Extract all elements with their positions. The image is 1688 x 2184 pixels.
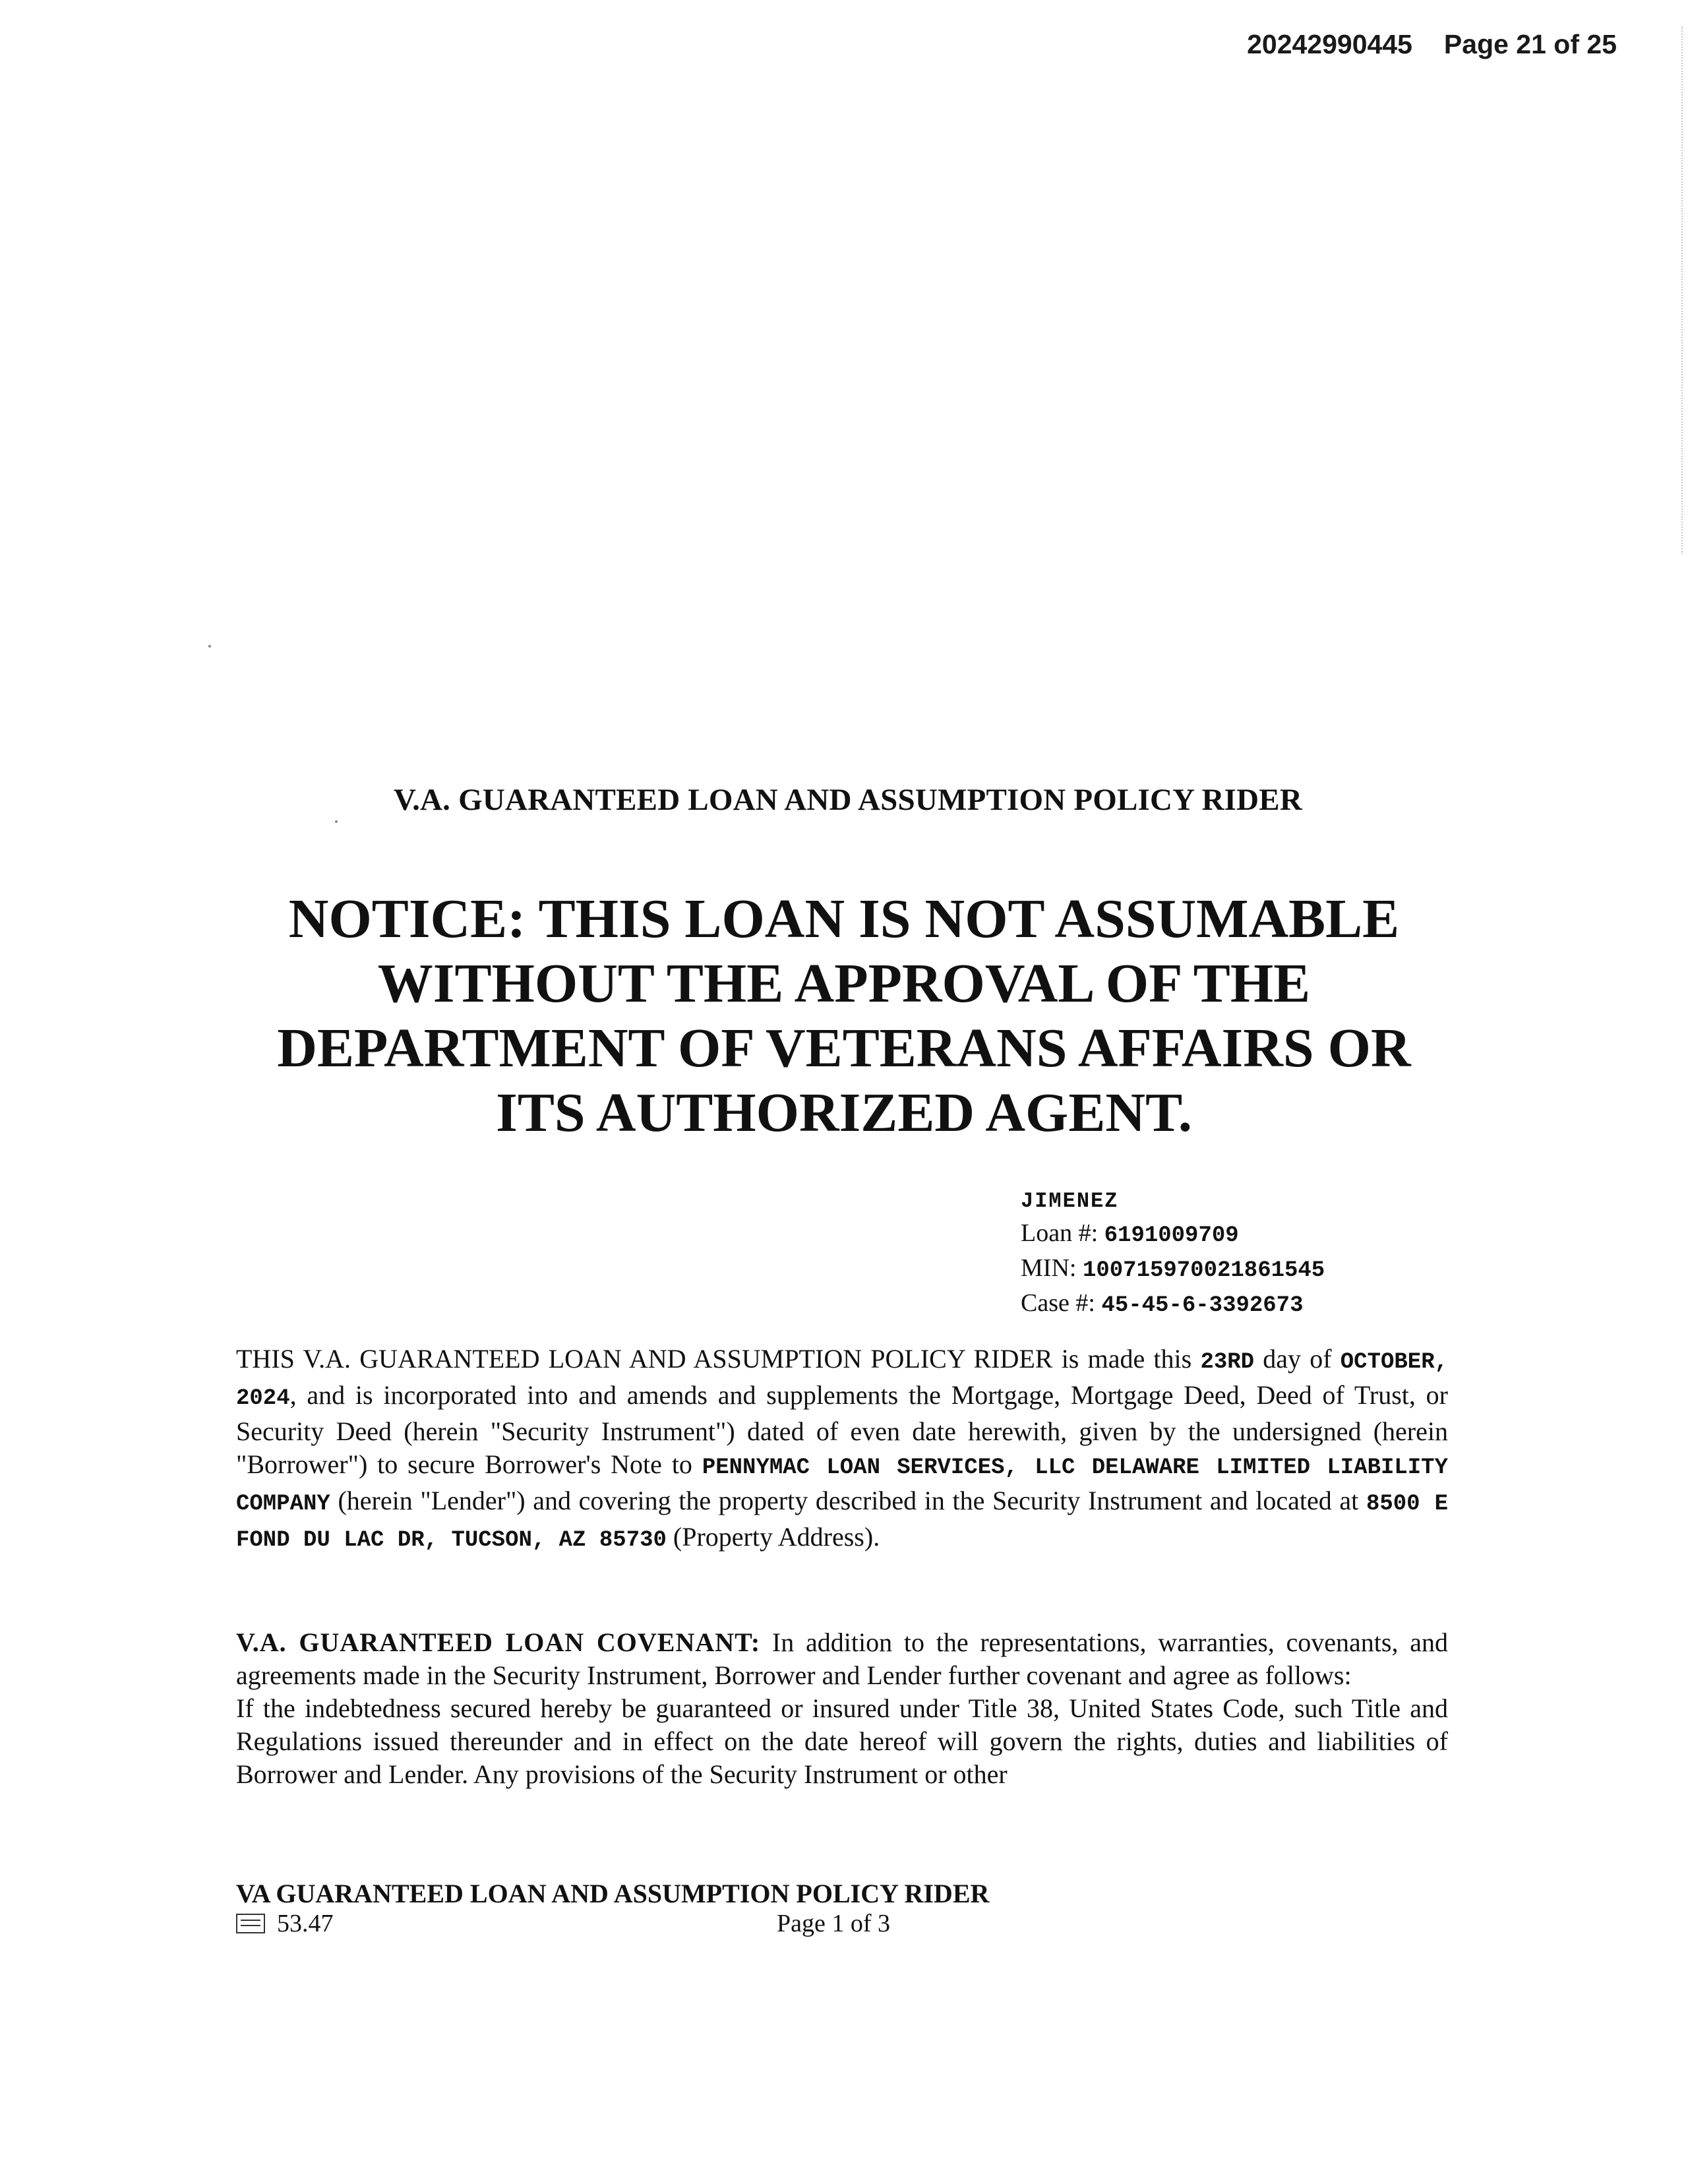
document-number: 20242990445 bbox=[1247, 29, 1412, 59]
scan-speck bbox=[208, 645, 211, 648]
recording-stamp bbox=[1247, 29, 1617, 60]
notice-line: DEPARTMENT OF VETERANS AFFAIRS OR bbox=[277, 1017, 1411, 1079]
notice-line: ITS AUTHORIZED AGENT. bbox=[496, 1082, 1192, 1143]
form-icon bbox=[236, 1914, 265, 1933]
covenant-heading: V.A. GUARANTEED LOAN COVENANT: bbox=[236, 1627, 761, 1657]
scan-edge-marks bbox=[1681, 26, 1688, 554]
covenant-text: If the indebtedness secured hereby be guaranteed or insured under Title 38, United States Code, such Title and Regulations issued thereunder and in effect on the date hereof will govern the rights, duties and liabilities of Borrower and Lender. Any provisions of the Security Instrument or other bbox=[236, 1693, 1448, 1789]
assumption-notice bbox=[0, 887, 1688, 1145]
case-number: 45-45-6-3392673 bbox=[1101, 1293, 1304, 1318]
min-line: MIN: 100715970021861545 bbox=[1021, 1254, 1325, 1283]
borrower-name: JIMENEZ bbox=[1021, 1189, 1119, 1213]
lender-name: PENNYMAC LOAN SERVICES, LLC DELAWARE LIMITED LIABILITY COMPANY bbox=[236, 1455, 1448, 1517]
property-address: 8500 E FOND DU LAC DR, TUCSON, AZ 85730 bbox=[236, 1492, 1448, 1553]
rider-title: V.A. GUARANTEED LOAN AND ASSUMPTION POLICY RIDER bbox=[394, 783, 1302, 817]
rider-month-year: OCTOBER, 2024 bbox=[236, 1350, 1449, 1411]
rider-intro-paragraph: THIS V.A. GUARANTEED LOAN AND ASSUMPTION POLICY RIDER is made this 23RD day of OCTOBER, 2024, and is incorporated into and amends and supplements the Mortgage, Mortgage Deed, Deed of Trust, or Security Deed (herein "Security Instrument") dated of even date herewith, given by the undersigned (herein "Borrower") to secure Borrower's Note to PENNYMAC LOAN SERVICES, LLC DELAWARE LIMITED LIABILITY COMPANY (herein "Lender") and covering the property described in the Security Instrument and located at 8500 E FOND DU LAC DR, TUCSON, AZ 85730 (Property Address). bbox=[236, 1344, 1449, 1553]
scan-speck bbox=[335, 820, 338, 823]
rider-day: 23RD bbox=[1200, 1350, 1255, 1375]
footer-title: VA GUARANTEED LOAN AND ASSUMPTION POLICY RIDER bbox=[236, 1879, 990, 1908]
footer-page-number: Page 1 of 3 bbox=[777, 1910, 891, 1937]
notice-line: NOTICE: THIS LOAN IS NOT ASSUMABLE bbox=[288, 888, 1400, 950]
notice-line: WITHOUT THE APPROVAL OF THE bbox=[377, 953, 1311, 1014]
loan-identifiers bbox=[1021, 1183, 1325, 1322]
loan-number: 6191009709 bbox=[1104, 1223, 1239, 1248]
form-number: 53.47 bbox=[277, 1910, 334, 1937]
min-number: 100715970021861545 bbox=[1082, 1258, 1325, 1283]
case-line: Case #: 45-45-6-3392673 bbox=[1021, 1289, 1304, 1318]
page-count: Page 21 of 25 bbox=[1443, 29, 1617, 59]
loan-number-line: Loan #: 6191009709 bbox=[1021, 1219, 1239, 1248]
footer-meta bbox=[236, 1909, 1027, 1942]
covenant-paragraph: V.A. GUARANTEED LOAN COVENANT: In addition to the representations, warranties, covenants, and agreements made in the Security Instrument, Borrower and Lender further covenant and agree as follows: If the indebtedness secured hereby be guaranteed or insured under Title 38, United States Code, such Title and Regulations issued thereunder and in effect on the date hereof will govern the rights, duties and liabilities of Borrower and Lender. Any provisions of the Security Instrument or other bbox=[236, 1627, 1448, 1789]
